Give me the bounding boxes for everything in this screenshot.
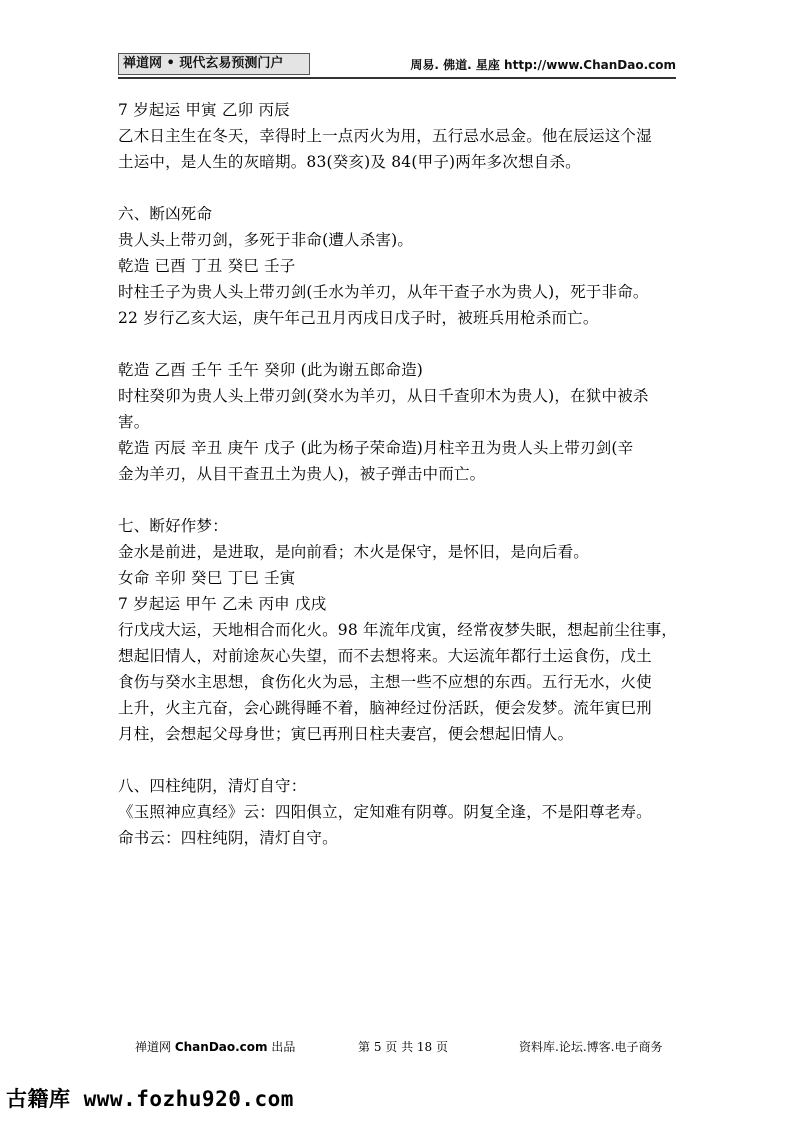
text-line: 《玉照神应真经》云：四阳俱立，定知难有阴尊。阴复全逢，不是阳尊老寿。 — [118, 803, 652, 821]
text-line: 想起旧情人，对前途灰心失望，而不去想将来。大运流年都行土运食伤，戊土 — [118, 647, 652, 665]
footer-publisher-suffix: 出品 — [267, 1040, 296, 1054]
text-line: 时柱癸卯为贵人头上带刃剑(癸水为羊刃，从日千查卯木为贵人)，在狱中被杀 — [118, 387, 649, 405]
text-line: 行戊戌大运，天地相合而化火。98 年流年戊寅，经常夜梦失眠，想起前尘往事， — [118, 621, 678, 639]
text-line: 金为羊刃，从目干查丑土为贵人)，被子弹击中而亡。 — [118, 465, 486, 483]
text-line: 22 岁行乙亥大运，庚午年己丑月丙戌日戊子时，被班兵用枪杀而亡。 — [118, 309, 599, 327]
text-line: 七、断好作梦： — [118, 517, 228, 535]
text-line: 7 岁起运 甲午 乙未 丙申 戊戌 — [118, 595, 327, 613]
text-line: 金水是前进，是进取，是向前看；木火是保守，是怀旧，是向后看。 — [118, 543, 590, 561]
paragraph-gap — [118, 175, 683, 201]
text-line: 女命 辛卯 癸巳 丁巳 壬寅 — [118, 569, 296, 587]
footer-page-number: 第 5 页 共 18 页 — [358, 1040, 448, 1054]
footer-publisher — [135, 1038, 295, 1055]
text-line: 八、四柱纯阴，清灯自守： — [118, 777, 307, 795]
text-line: 六、断凶死命 — [118, 205, 213, 223]
text-line: 上升，火主亢奋，会心跳得睡不着，脑神经过份活跃，便会发梦。流年寅巳刑 — [118, 699, 652, 717]
text-line: 乾造 乙酉 壬午 壬午 癸卯 (此为谢五郎命造) — [118, 361, 424, 379]
text-line: 乙木日主生在冬天，幸得时上一点丙火为用，五行忌水忌金。他在辰运这个湿 — [118, 127, 652, 145]
text-line: 土运中，是人生的灰暗期。83(癸亥)及 84(甲子)两年多次想自杀。 — [118, 153, 581, 171]
paragraph-gap — [118, 747, 683, 773]
header-site-title: 禅道网 • 现代玄易预测门户 — [118, 53, 310, 75]
page-header — [118, 51, 676, 79]
text-line: 害。 — [118, 413, 150, 431]
text-line: 乾造 已酉 丁丑 癸巳 壬子 — [118, 257, 296, 275]
text-line: 命书云：四柱纯阴，清灯自守。 — [118, 829, 338, 847]
paragraph-gap — [118, 487, 683, 513]
text-line: 时柱壬子为贵人头上带刃剑(壬水为羊刃，从年干查子水为贵人)，死于非命。 — [118, 283, 649, 301]
footer-publisher-prefix: 禅道网 — [135, 1040, 175, 1054]
header-site-url: 周易. 佛道. 星座 http://www.ChanDao.com — [410, 58, 676, 72]
header-rule — [118, 77, 676, 79]
footer-publisher-brand: ChanDao.com — [174, 1040, 268, 1054]
watermark: 古籍库 www.fozhu920.com — [6, 1087, 294, 1111]
footer-services: 资料库.论坛.博客.电子商务 — [519, 1040, 663, 1054]
text-line: 月柱，会想起父母身世；寅巳再刑日柱夫妻宫，便会想起旧情人。 — [118, 725, 574, 743]
text-line: 乾造 丙辰 辛丑 庚午 戊子 (此为杨子荣命造)月柱辛丑为贵人头上带刃剑(辛 — [118, 439, 634, 457]
text-line: 食伤与癸水主思想，食伤化火为忌，主想一些不应想的东西。五行无水，火使 — [118, 673, 652, 691]
text-line: 贵人头上带刃剑，多死于非命(遭人杀害)。 — [118, 231, 414, 249]
document-body — [118, 97, 683, 851]
paragraph-gap — [118, 331, 683, 357]
text-line: 7 岁起运 甲寅 乙卯 丙辰 — [118, 101, 290, 119]
